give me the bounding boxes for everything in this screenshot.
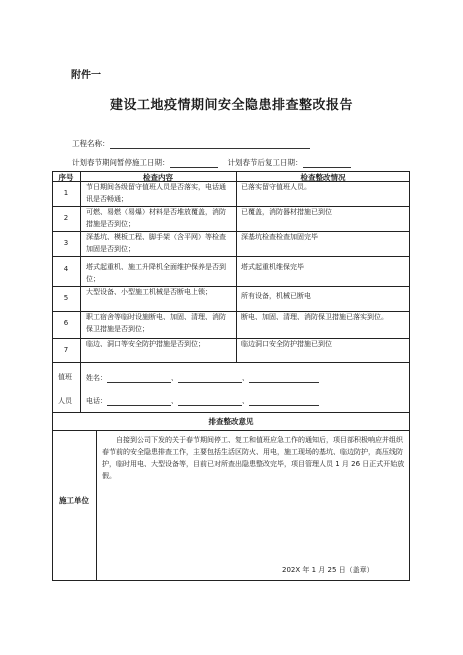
duty-name-blank[interactable] — [107, 374, 171, 383]
row-number: 7 — [63, 346, 69, 354]
separator: 、 — [242, 397, 249, 405]
duty-name-label: 姓名： — [86, 374, 107, 382]
header-status: 检查整改情况 — [300, 173, 346, 182]
duty-label-bottom: 人员 — [58, 397, 72, 405]
duty-name-row — [86, 373, 319, 383]
check-content: 可燃、易燃（易爆）材料是否堆放覆盖，消防措施是否到位； — [86, 208, 226, 228]
duty-phone-blank[interactable] — [249, 397, 319, 406]
table-line — [80, 171, 81, 412]
check-status: 所有设备，机械已断电 — [241, 292, 311, 300]
check-status: 断电、加固、清理、消防保卫措施已落实到位。 — [241, 313, 388, 321]
planned-dates-row — [72, 157, 361, 168]
row-number: 5 — [63, 294, 69, 302]
check-status: 塔式起重机维保完毕 — [241, 263, 304, 271]
attachment-label: 附件一 — [71, 70, 101, 81]
signature-date: 202X 年 1 月 25 日（盖章） — [282, 566, 374, 574]
duty-name-blank[interactable] — [249, 374, 319, 383]
table-line — [52, 412, 410, 413]
document-title: 建设工地疫情期间安全隐患排查整改报告 — [109, 98, 353, 113]
check-content: 节日期间各级留守值班人员是否落实，电话通讯是否畅通； — [86, 183, 226, 203]
row-number: 1 — [63, 189, 69, 197]
stop-date-blank[interactable] — [170, 159, 218, 168]
table-line — [96, 430, 97, 581]
check-content: 深基坑、模板工程、脚手架（含平网）等检查加固是否到位； — [86, 233, 226, 253]
table-line — [52, 362, 410, 363]
project-name-field — [72, 138, 310, 149]
separator: 、 — [242, 374, 249, 382]
table-line — [52, 430, 410, 431]
separator: 、 — [171, 374, 178, 382]
construction-unit-label: 施工单位 — [59, 496, 89, 505]
duty-phone-blank[interactable] — [107, 397, 171, 406]
check-content: 大型设备、小型施工机械是否断电上锁； — [86, 288, 212, 296]
project-name-blank[interactable] — [110, 140, 310, 149]
check-content: 塔式起重机、施工升降机全面维护保养是否到位； — [86, 263, 226, 283]
duty-label-top: 值班 — [58, 373, 72, 381]
check-status: 已覆盖，消防器材措施已到位 — [241, 208, 332, 216]
table-line — [236, 171, 237, 362]
row-number: 6 — [63, 319, 69, 327]
resume-date-blank[interactable] — [303, 159, 351, 168]
header-content: 检查内容 — [143, 173, 173, 182]
check-status: 深基坑检查检查加固完毕 — [241, 233, 318, 241]
duty-name-blank[interactable] — [178, 374, 242, 383]
header-no: 序号 — [58, 173, 74, 182]
separator: 、 — [171, 397, 178, 405]
row-number: 2 — [63, 214, 69, 222]
duty-phone-blank[interactable] — [178, 397, 242, 406]
check-status: 临边洞口安全防护措施已到位 — [241, 340, 332, 348]
row-number: 3 — [63, 239, 69, 247]
resume-date-label: 计划春节后复工日期： — [227, 158, 303, 167]
row-number: 4 — [63, 265, 69, 273]
project-name-label: 工程名称： — [72, 139, 110, 148]
check-content: 临边、洞口等安全防护措施是否到位； — [86, 340, 205, 348]
check-content: 职工宿舍等临时设施断电、加固、清理、消防保卫措施是否到位； — [86, 313, 226, 333]
check-status: 已落实留守值班人员。 — [241, 183, 311, 191]
opinion-header: 排查整改意见 — [208, 417, 254, 426]
table-line — [52, 256, 410, 257]
duty-phone-row — [86, 396, 319, 406]
opinion-text: 自接到公司下发的关于春节期间停工、复工和值班应急工作的通知后，项目部积极响应并组织春节前的安全隐患排查工作，主要包括生活区防火、用电，施工现场的基坑、临边防护，高压线防护，临时用电、大型设备等，目前已对所查出隐患整改完毕，项目管理人员 1 月 26 日正式开始放假。 — [102, 436, 405, 480]
duty-phone-label: 电话： — [86, 397, 107, 405]
stop-date-label: 计划春节期间暂停施工日期： — [72, 158, 170, 167]
